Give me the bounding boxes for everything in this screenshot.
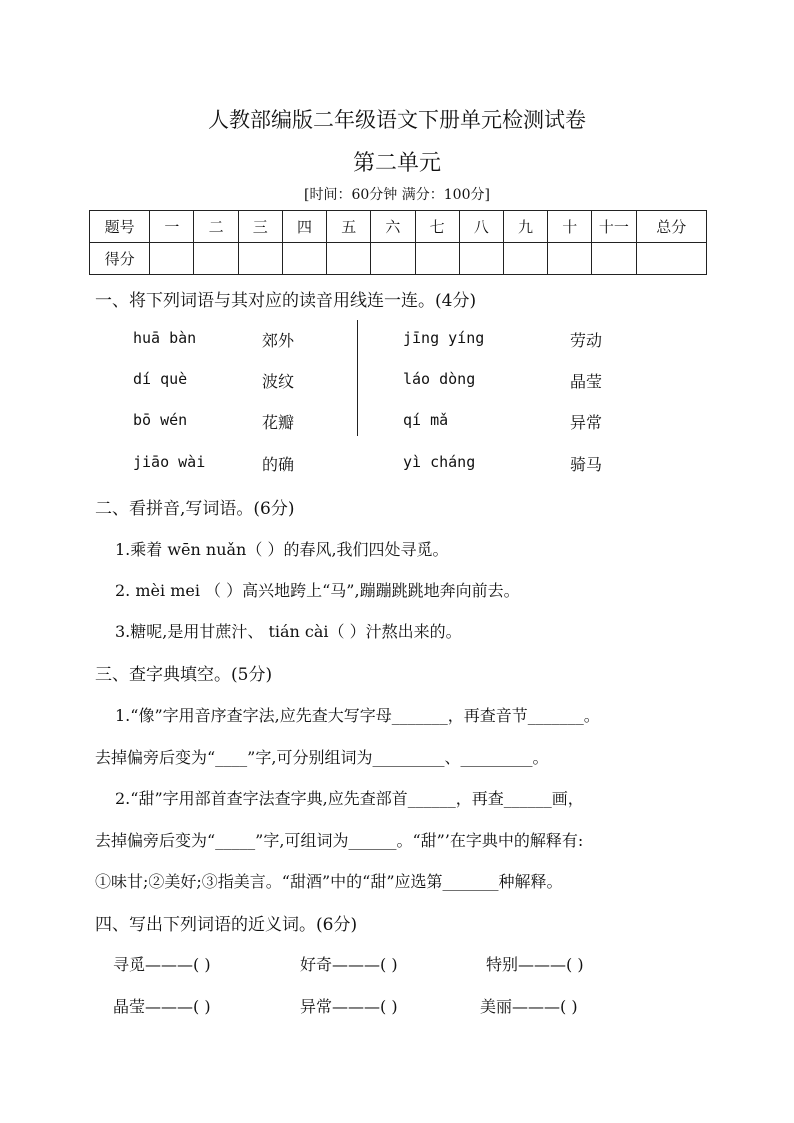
score-cell[interactable] — [415, 243, 459, 275]
q4-item: 美丽———( ) — [480, 997, 578, 1016]
table-cell: 二 — [194, 211, 238, 243]
q1-left-word: 花瓣 — [262, 413, 295, 432]
q2-heading: 二、看拼音,写词语。(6分) — [95, 499, 295, 519]
table-cell: 八 — [459, 211, 503, 243]
score-cell[interactable] — [548, 243, 592, 275]
q4-item: 异常———( ) — [300, 997, 398, 1016]
q1-right-word: 骑马 — [570, 455, 603, 474]
q1-heading: 一、将下列词语与其对应的读音用线连一连。(4分) — [95, 291, 477, 311]
table-cell: 五 — [327, 211, 371, 243]
score-cell[interactable] — [592, 243, 636, 275]
score-cell[interactable] — [503, 243, 547, 275]
q4-heading: 四、写出下列词语的近义词。(6分) — [95, 915, 358, 935]
score-cell[interactable] — [636, 243, 706, 275]
table-cell: 九 — [503, 211, 547, 243]
q1-left-word: 郊外 — [262, 331, 295, 350]
table-cell: 十 — [548, 211, 592, 243]
q1-right-pinyin: qí mǎ — [403, 411, 449, 429]
exam-meta: [时间：60分钟 满分：100分] — [304, 187, 490, 203]
score-table — [89, 210, 707, 275]
table-cell: 十一 — [592, 211, 636, 243]
table-cell: 四 — [282, 211, 326, 243]
score-cell[interactable] — [371, 243, 415, 275]
table-cell: 六 — [371, 211, 415, 243]
unit-title: 第二单元 — [352, 151, 441, 176]
q1-left-pinyin: dí què — [133, 370, 188, 388]
q2-item: 3.糖呢,是用甘蔗汁、 tián cài（ ）汁熬出来的。 — [115, 622, 462, 641]
q1-left-pinyin: jiāo wài — [133, 453, 206, 471]
exam-title: 人教部编版二年级语文下册单元检测试卷 — [208, 108, 586, 132]
q1-right-pinyin: láo dòng — [403, 370, 476, 388]
q1-left-pinyin: huā bàn — [133, 329, 197, 347]
score-cell[interactable] — [194, 243, 238, 275]
q1-right-pinyin: yì cháng — [403, 453, 476, 471]
table-cell: 得分 — [90, 243, 150, 275]
q1-left-word: 的确 — [262, 455, 295, 474]
q4-item: 晶莹———( ) — [113, 997, 211, 1016]
table-cell: 七 — [415, 211, 459, 243]
q3-line: 去掉偏旁后变为“____”字,可分别组词为_________、_________。 — [95, 748, 549, 767]
score-cell[interactable] — [238, 243, 282, 275]
table-cell: 题号 — [90, 211, 150, 243]
q1-right-word: 晶莹 — [570, 372, 603, 391]
q3-heading: 三、查字典填空。(5分) — [95, 665, 273, 685]
q3-line: 2.“甜”字用部首查字法查字典,应先查部首______，再查______画， — [115, 789, 584, 808]
score-cell[interactable] — [282, 243, 326, 275]
q1-right-pinyin: jīng yíng — [403, 329, 485, 347]
q1-left-word: 波纹 — [262, 372, 295, 391]
score-cell[interactable] — [150, 243, 194, 275]
q4-item: 寻觅———( ) — [113, 955, 211, 974]
score-cell[interactable] — [459, 243, 503, 275]
table-cell: 三 — [238, 211, 282, 243]
score-table-score-row — [90, 243, 707, 275]
table-cell: 一 — [150, 211, 194, 243]
q3-line: 1.“像”字用音序查字法,应先查大写字母_______，再查音节_______。 — [115, 706, 600, 725]
q3-line: 去掉偏旁后变为“_____”字,可组词为______。“甜”’在字典中的解释有: — [95, 831, 584, 850]
q2-item: 1.乘着 wēn nuǎn（ ）的春风,我们四处寻觅。 — [115, 540, 449, 559]
score-table-header-row — [90, 211, 707, 243]
q4-item: 特别———( ) — [486, 955, 584, 974]
q2-item: 2. mèi mei （ ）高兴地跨上“马”,蹦蹦跳跳地奔向前去。 — [115, 581, 520, 600]
q4-item: 好奇———( ) — [300, 955, 398, 974]
q1-left-pinyin: bō wén — [133, 411, 188, 429]
q1-right-word: 异常 — [570, 413, 603, 432]
table-cell: 总分 — [636, 211, 706, 243]
column-divider — [357, 320, 358, 436]
q1-right-word: 劳动 — [570, 331, 603, 350]
q3-line: ①味甘;②美好;③指美言。“甜酒”中的“甜”应选第_______种解释。 — [95, 872, 563, 891]
score-cell[interactable] — [327, 243, 371, 275]
